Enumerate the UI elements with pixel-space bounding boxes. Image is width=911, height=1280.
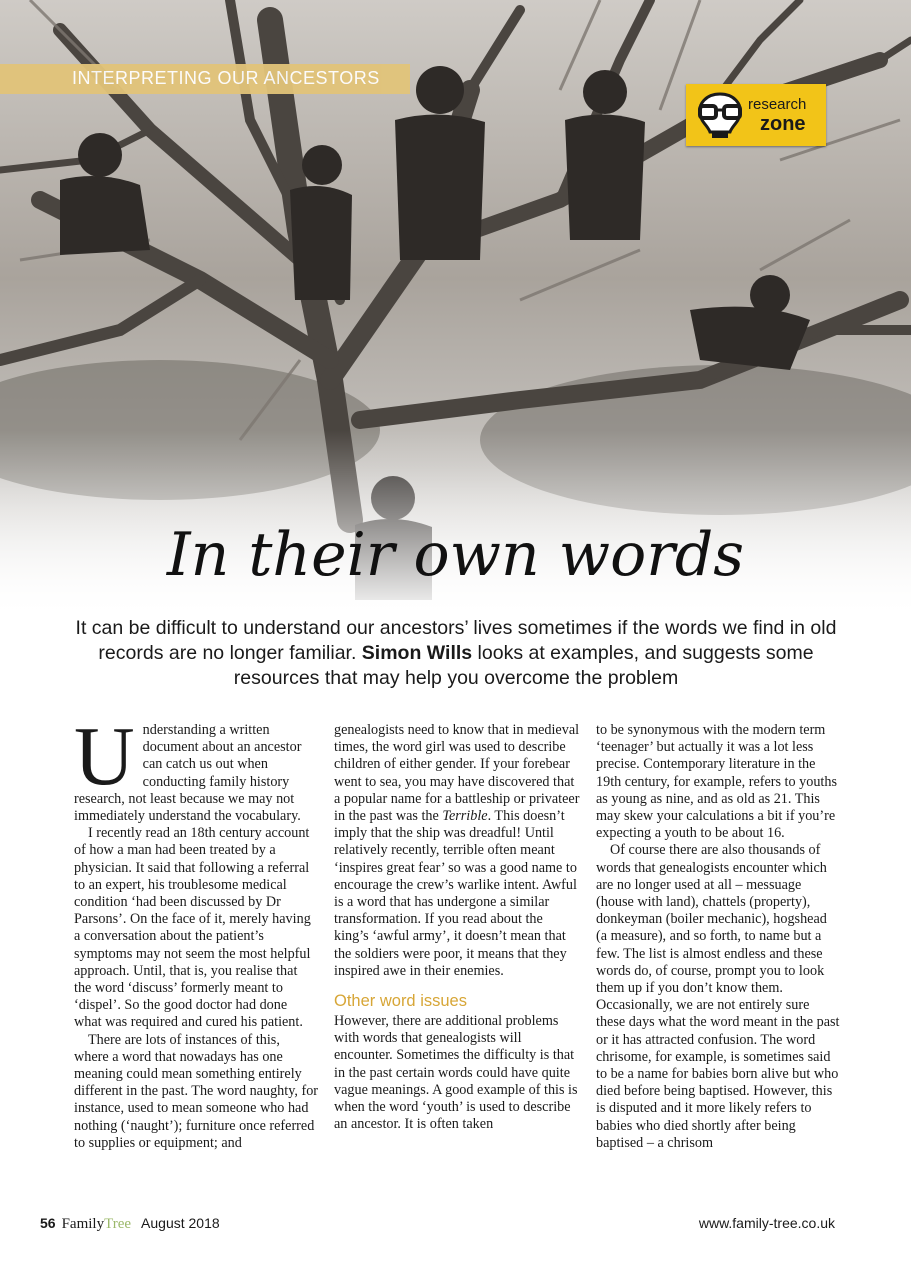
website-url: www.family-tree.co.uk (698, 1215, 835, 1231)
paragraph-4-text-a: genealogists need to know that in medieval times, the word girl was used to describe children of either gender. If your forebear went to sea, you may have discovered that a popular name for a battleship or privateer in the past was the (334, 722, 580, 825)
section-label-tab (0, 64, 410, 94)
magazine-name-tree: Tree (104, 1216, 132, 1232)
lightbulb-glasses-icon (692, 90, 748, 142)
standfirst (74, 616, 838, 691)
paragraph-4 (334, 722, 580, 980)
subheading: Other word issues (334, 992, 467, 1011)
paragraph-5: However, there are additional problems with words that genealogists will encounter. Sometimes the difficulty is that in the past certain words could have quite vague meanings. A good example of this is when the word ‘youth’ is used to describe an ancestor. It is often taken (334, 1013, 578, 1133)
author-name: Simon Wills (361, 642, 473, 664)
paragraph-7: Of course there are also thousands of words that genealogists encounter which are no longer used at all – messuage (house with land), chattels (property), donkeyman (boiler mechanic), hogshead (a measure), and so forth, to name but a few. The list is almost endless and these words do, of course, prompt you to look them up if you don’t know them. Occasionally, we are not entirely sure these days what the word meant in the past or it has attracted confusion. The word chrisome, for example, is sometimes said to be a name for babies born alive but who died before being baptised. However, this is disputed and it more likely refers to babies who died shortly after being baptised – a chrisom (596, 842, 840, 1151)
paragraph-6: to be synonymous with the modern term ‘teenager’ but actually it was a lot less precise. Contemporary literature in the 19th century, for example, refers to youths as young as nine, and as old as 21. This may skew your calculations a bit if you’re expecting a youth to be about 16. (596, 722, 837, 842)
paragraph-4-text-b: . This doesn’t imply that the ship was dreadful! Until relatively recently, terrible often meant ‘inspires great fear’ so was a good name to encourage the crew’s warlike intent. Awful is a word that has undergone a similar transformation. If you read about the king’s ‘awful army’, it doesn’t mean that the soldiers were poor, it means that they inspired awe in their enemies. (334, 808, 577, 979)
ship-name: Terrible (442, 808, 488, 825)
badge-zone-text: zone (760, 113, 806, 135)
article-title: In their own words (166, 520, 745, 590)
body-column-3 (596, 722, 840, 1152)
magazine-name-family: Family (61, 1216, 105, 1232)
paragraph-1 (74, 710, 318, 825)
body-column-2 (334, 722, 580, 1133)
badge-research-text: research (748, 96, 807, 113)
body-column-1 (74, 710, 319, 1152)
research-zone-badge (686, 84, 826, 146)
page-number: 56 (40, 1215, 56, 1231)
paragraph-1-text: nderstanding a written document about an ancestor can catch us out when conducting family history research, not least because we may not immediately understand the vocabulary. (74, 722, 302, 825)
standfirst-text-2: looks at examples, and suggests some resources that may help you overcome the problem (233, 642, 814, 689)
standfirst-text-1: It can be difficult to understand our ancestors’ lives sometimes if the words we find in old records are no longer familiar. (75, 617, 837, 664)
footer-left (40, 1215, 220, 1233)
drop-cap: U (74, 710, 135, 803)
paragraph-2: I recently read an 18th century account of how a man had been treated by a physician. It said that following a referral to an expert, his troublesome medical condition ‘had been discussed by Dr Parsons’. On the face of it, merely having a conversation about the patient’s symptoms may not seem the most helpful approach. Until, that is, you realise that the word ‘discuss’ formerly meant to ‘dispel’. So the good doctor had done what was required and cured his patient. (74, 825, 311, 1031)
section-label: INTERPRETING OUR ANCESTORS (72, 68, 380, 88)
paragraph-3: There are lots of instances of this, where a word that nowadays has one meaning could mean something entirely different in the past. The word naughty, for instance, used to mean someone who had nothing (‘naught’); furniture once referred to supplies or equipment; and (74, 1031, 319, 1151)
issue-date: August 2018 (141, 1215, 220, 1231)
